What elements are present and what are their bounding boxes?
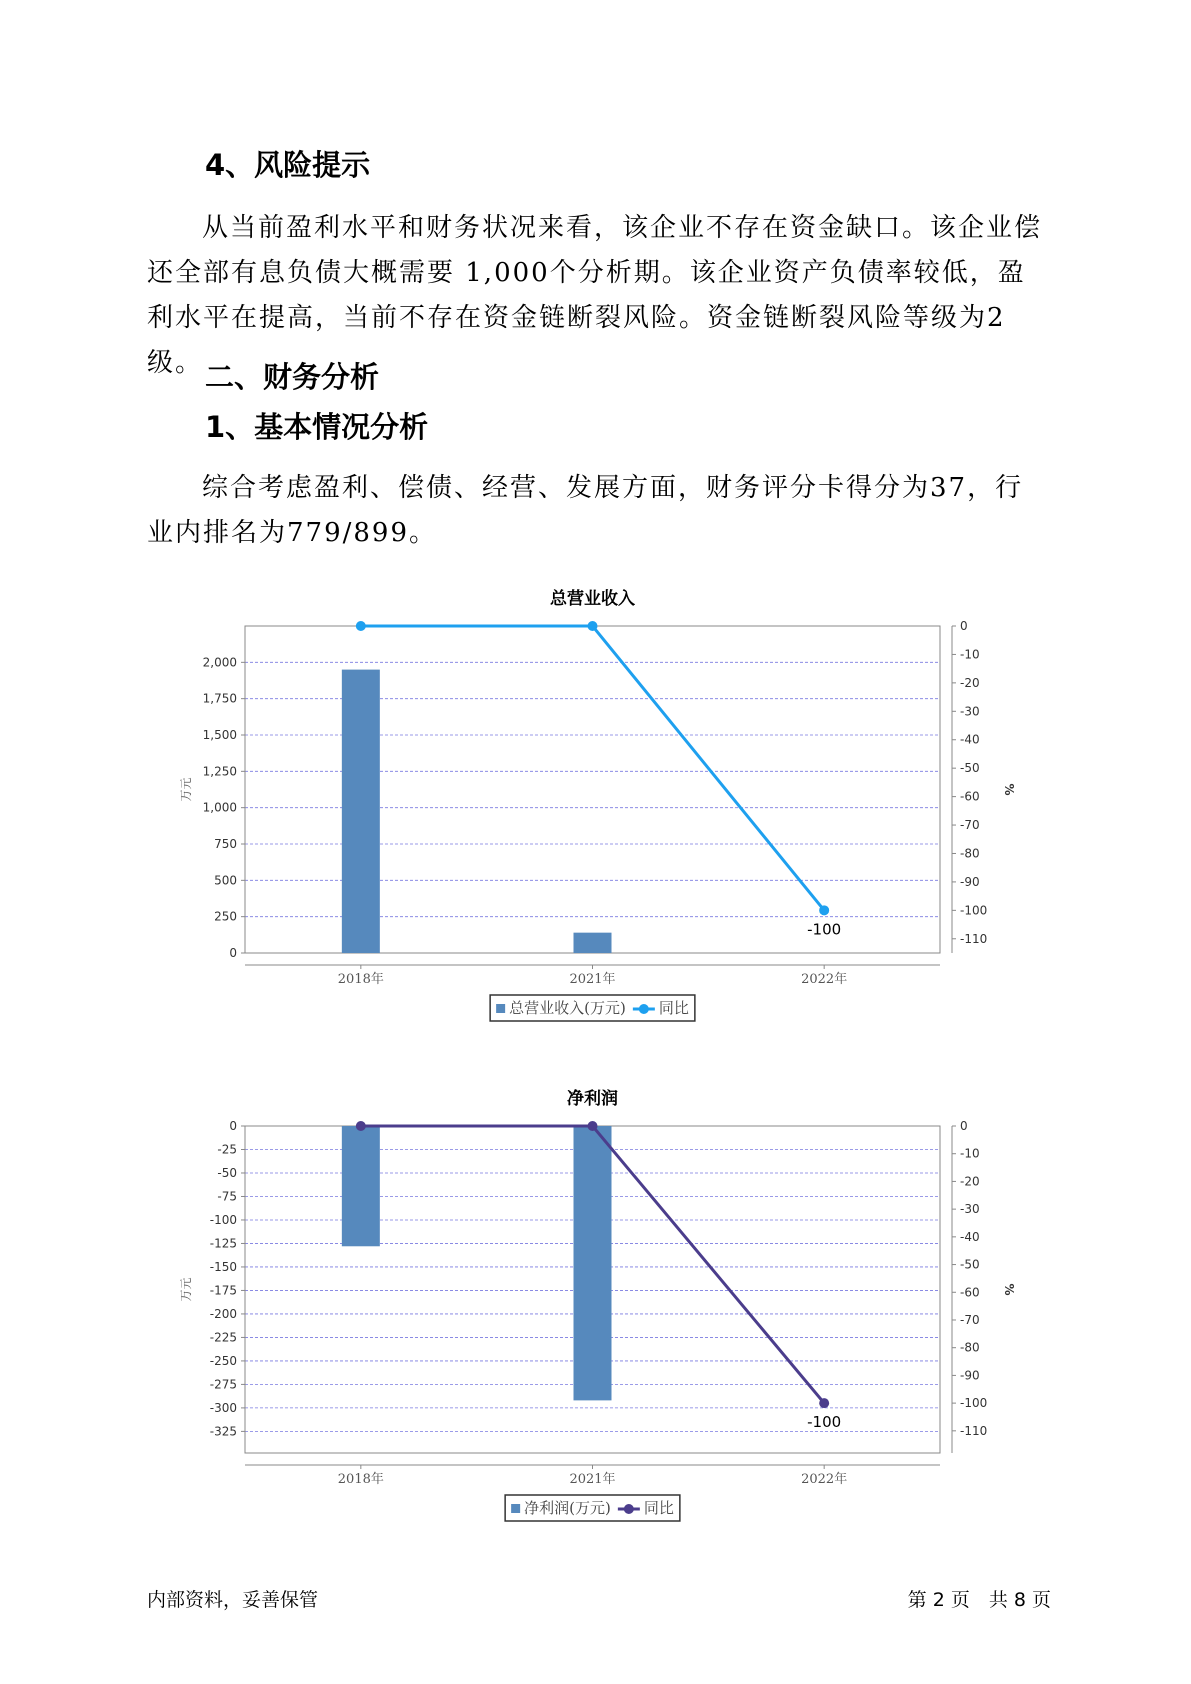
section-heading-finance: 二、财务分析	[205, 360, 380, 394]
risk-paragraph: 从当前盈利水平和财务状况来看，该企业不存在资金缺口。该企业偿还全部有息负债大概需要 1,000个分析期。该企业资产负债率较低，盈利水平在提高，当前不存在资金链断裂风险。资金链断裂风险等级为2级。	[147, 213, 1043, 378]
net-profit-chart	[150, 1078, 1050, 1538]
y2-tick-label: -40	[960, 1229, 980, 1244]
y-tick-label: -275	[209, 1377, 237, 1392]
y2-tick-label: -90	[960, 1368, 980, 1383]
data-label: -100	[807, 1413, 842, 1432]
bar	[574, 1126, 612, 1400]
y-tick-label: 500	[214, 873, 237, 888]
line-point	[588, 621, 598, 631]
x-tick-label: 2018年	[337, 1472, 384, 1487]
x-tick-label: 2022年	[801, 1472, 848, 1487]
revenue-chart	[150, 578, 1050, 1038]
y-tick-label: -100	[209, 1212, 237, 1227]
y-tick-label: 2,000	[202, 655, 237, 670]
y-tick-label: -250	[209, 1353, 237, 1368]
y-tick-label: 0	[229, 946, 237, 960]
line-series	[361, 626, 824, 910]
y-tick-label: -150	[209, 1259, 237, 1274]
y2-tick-label: -90	[960, 874, 980, 889]
y2-tick-label: -30	[960, 704, 980, 719]
line-point	[356, 621, 366, 631]
y2-tick-label: -100	[960, 1396, 988, 1411]
footer-confidential: 内部资料，妥善保管	[147, 1589, 319, 1611]
y-axis-label: 万元	[179, 777, 193, 802]
y-tick-label: 750	[214, 837, 237, 851]
x-tick-label: 2018年	[337, 972, 384, 987]
y2-axis-label: %	[1002, 1283, 1016, 1296]
legend-line-marker	[624, 1504, 634, 1514]
chart-title: 净利润	[567, 1089, 618, 1109]
y2-tick-label: -40	[960, 732, 980, 747]
legend-bar-swatch	[496, 1004, 505, 1013]
y2-tick-label: -70	[960, 1312, 980, 1327]
bar	[342, 1126, 380, 1246]
y2-tick-label: -110	[960, 1423, 988, 1438]
y-tick-label: 1,750	[202, 691, 237, 706]
legend-bar-swatch	[511, 1504, 520, 1513]
bar	[342, 670, 380, 953]
y2-axis-label: %	[1002, 783, 1016, 796]
y2-tick-label: -10	[960, 1146, 980, 1161]
y-tick-label: -300	[209, 1400, 237, 1415]
y2-tick-label: -80	[960, 846, 980, 861]
x-tick-label: 2021年	[569, 972, 616, 987]
subsection-heading-basic: 1、基本情况分析	[205, 410, 429, 444]
basic-analysis-paragraph: 综合考虑盈利、偿债、经营、发展方面，财务评分卡得分为37，行业内排名为779/899。	[147, 473, 1024, 548]
data-label: -100	[807, 920, 842, 939]
y-axis-label: 万元	[179, 1277, 193, 1302]
y-tick-label: -75	[217, 1189, 237, 1204]
revenue-chart-svg	[150, 578, 1050, 1038]
y-tick-label: 250	[214, 909, 237, 924]
y-tick-label: 1,250	[202, 764, 237, 779]
y-tick-label: 1,500	[202, 728, 237, 742]
footer-page-number: 第 2 页 共 8 页	[907, 1589, 1051, 1611]
bar	[574, 933, 612, 953]
x-tick-label: 2021年	[569, 1472, 616, 1487]
legend-line-marker	[639, 1004, 649, 1014]
y2-tick-label: 0	[960, 1119, 968, 1133]
line-point	[588, 1121, 598, 1131]
chart-title: 总营业收入	[550, 589, 635, 609]
line-point	[819, 905, 829, 915]
y-tick-label: 1,000	[202, 800, 237, 815]
y2-tick-label: -60	[960, 789, 980, 804]
line-point	[356, 1121, 366, 1131]
y-tick-label: -225	[209, 1330, 237, 1345]
y2-tick-label: -20	[960, 675, 980, 690]
y-tick-label: -125	[209, 1236, 237, 1251]
line-point	[819, 1398, 829, 1408]
y2-tick-label: -100	[960, 903, 988, 918]
y-tick-label: -325	[209, 1424, 237, 1439]
legend-bar-label: 总营业收入(万元)	[509, 999, 626, 1017]
net-profit-chart-svg	[150, 1078, 1050, 1538]
legend-bar-label: 净利润(万元)	[524, 1499, 611, 1517]
y2-tick-label: -80	[960, 1340, 980, 1355]
y-tick-label: 0	[229, 1119, 237, 1133]
y2-tick-label: -50	[960, 1257, 980, 1272]
y-tick-label: -25	[217, 1142, 237, 1157]
y2-tick-label: -20	[960, 1174, 980, 1189]
y2-tick-label: -10	[960, 647, 980, 662]
y2-tick-label: -60	[960, 1285, 980, 1300]
y-tick-label: -50	[217, 1165, 237, 1180]
legend-line-label: 同比	[658, 999, 689, 1017]
x-tick-label: 2022年	[801, 972, 848, 987]
y2-tick-label: -70	[960, 818, 980, 833]
y2-tick-label: -50	[960, 761, 980, 776]
y-tick-label: -200	[209, 1306, 237, 1321]
legend-line-label: 同比	[643, 1499, 674, 1517]
section-heading-risk: 4、风险提示	[205, 148, 371, 182]
y2-tick-label: -110	[960, 931, 988, 946]
y-tick-label: -175	[209, 1283, 237, 1298]
y2-tick-label: 0	[960, 619, 968, 633]
y2-tick-label: -30	[960, 1202, 980, 1217]
